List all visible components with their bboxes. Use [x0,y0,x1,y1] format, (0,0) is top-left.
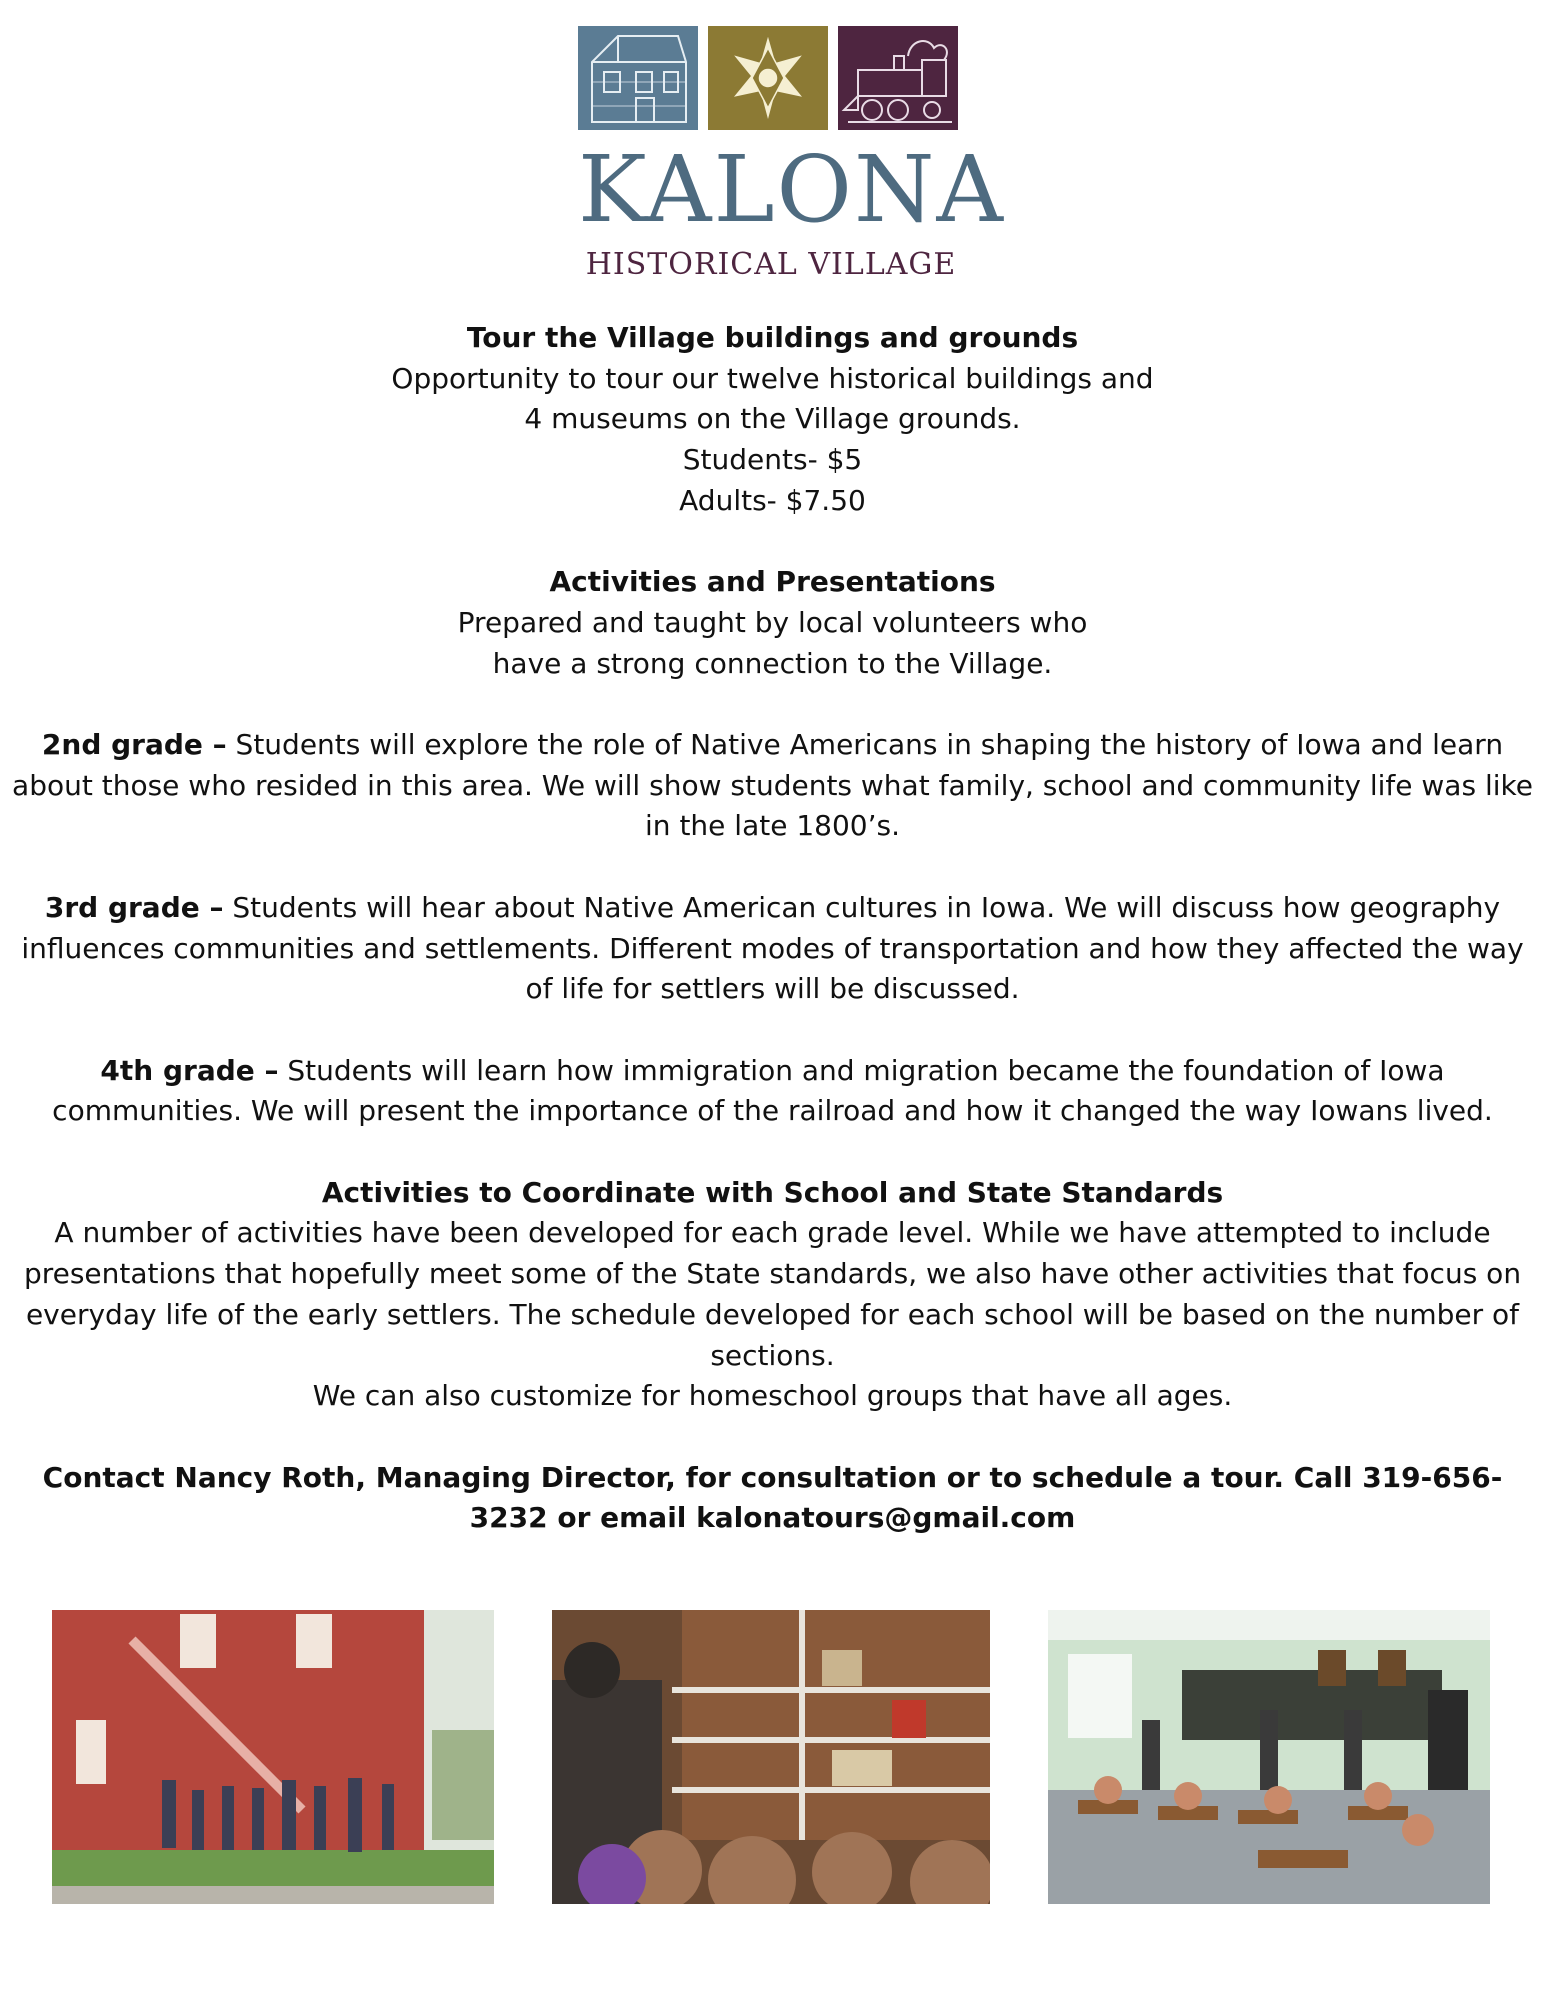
photo-depot-building [52,1610,494,1904]
kalona-logo [578,26,1005,282]
activities-heading: Activities and Presentations [549,565,996,599]
homeschool-line: We can also customize for homeschool groups that have all ages. [312,1379,1233,1413]
logo-wordmark: KALONA [578,136,1005,243]
photo-general-store-shelves [552,1610,990,1904]
quilt-star-icon [708,26,828,130]
logo-subtitle: HISTORICAL VILLAGE [585,247,957,282]
tour-line-2: 4 museums on the Village grounds. [524,402,1021,436]
grade-3-paragraph: 3rd grade – Students will hear about Native American cultures in Iowa. We will discuss how geography influences communities and settlements. Different modes of transportation and how they affected the way of life for settlers will be discussed. [21,890,1524,1006]
grade-2-paragraph: 2nd grade – Students will explore the role of Native Americans in shaping the history of Iowa and learn about those who resided in this area. We will show students what family, school and community life was like in the late 1800’s. [12,728,1533,843]
flyer-content [0,318,1545,1539]
locomotive-icon [838,26,958,130]
standards-body: A number of activities have been developed for each grade level. While we have attempted to include presentations that hopefully meet some of the State standards, we also have other activities that focus on everyday life of the early settlers. The schedule developed for each school will be based on the number of sections. [23,1216,1522,1372]
students-price: Students- $5 [682,443,863,477]
contact-paragraph: Contact Nancy Roth, Managing Director, for consultation or to schedule a tour. Call 319-656-3232 or email kalonatours@gmail.com [42,1460,1503,1535]
activities-line-2: have a strong connection to the Village. [492,646,1053,680]
activities-line-1: Prepared and taught by local volunteers who [457,605,1088,639]
adults-price: Adults- $7.50 [679,483,866,517]
standards-heading: Activities to Coordinate with School and State Standards [321,1175,1224,1209]
tour-heading: Tour the Village buildings and grounds [466,321,1079,354]
grade-4-paragraph: 4th grade – Students will learn how immigration and migration became the foundation of Iowa communities. We will present the importance of the railroad and how it changed the way Iowans lived. [52,1053,1493,1128]
house-icon [578,26,698,130]
photo-schoolhouse-classroom [1048,1610,1490,1904]
tour-line-1: Opportunity to tour our twelve historical buildings and [391,361,1154,395]
